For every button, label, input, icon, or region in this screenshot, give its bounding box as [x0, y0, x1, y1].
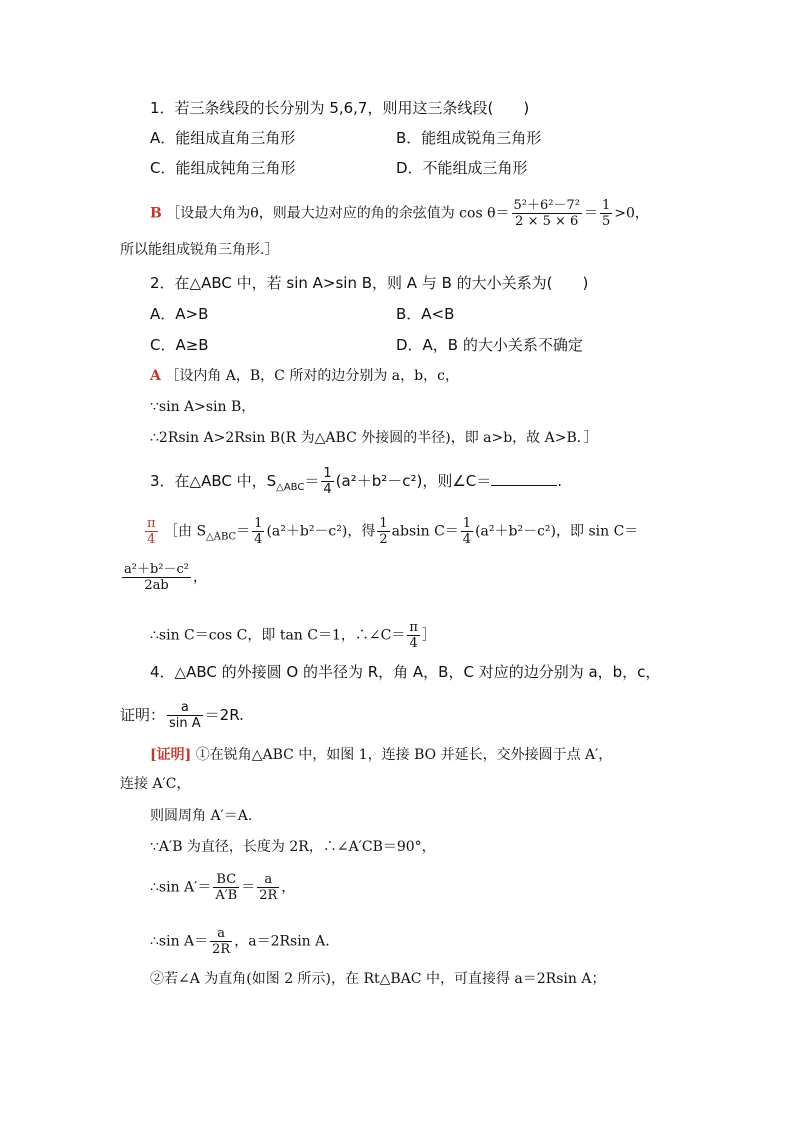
q2-answer: A	[150, 368, 161, 384]
q3-solution-line3: ∴sin C＝cos C，即 tan C＝1，∴∠C＝ $\frac{\pi}{4}$ ］	[150, 620, 436, 651]
q3-solution-line2: $\frac{\text{a²＋b²－c²}}{2ab}$ ，	[124, 562, 207, 593]
answer-blank	[491, 471, 557, 486]
q3-stem: 3．在△ABC 中，$S_{\triangle ABC}=$ $\frac{1}{4}$ (a²＋b²－c²)，则∠C＝ .	[150, 466, 563, 497]
q4-sin-a-fraction: $\frac{a}{2R}$	[212, 926, 231, 957]
q3-quarter-fraction: $\frac{1}{4}$	[323, 466, 332, 497]
q2-solution-line3: ∴2Rsin A>2Rsin B(R 为△ABC 外接圆的半径)，即 a>b，故 A>B．］	[150, 430, 598, 446]
q4-proof-line6: ∴sin A＝ $\frac{a}{2R}$ ，a＝2Rsin A.	[150, 926, 330, 957]
q1-option-b: B．能组成锐角三角形	[396, 129, 542, 147]
q1-cos-fraction: $\frac{\text{5²＋6²－7²}}{2 \times 5 \times 6}$	[513, 198, 580, 229]
q3-sol-quarter-fraction-2: $\frac{1}{4}$	[462, 516, 472, 547]
q2-option-d: D．A，B 的大小关系不确定	[396, 336, 583, 354]
q3-solution-line1: $\frac{\pi}{4}$ ［由 $S_{\triangle ABC}=$ $\frac{1}{4}$ (a²＋b²－c²)，得 $\frac{1}{2}$ absin C＝ $\frac{1}{4}$ (a²＋b²－c²)，即 sin C＝	[147, 516, 639, 547]
q1-option-d: D．不能组成三角形	[396, 159, 528, 177]
q3-pi-fraction: $\frac{\pi}{4}$	[409, 620, 418, 651]
proof-label: [证明]	[150, 747, 192, 763]
q4-proof-line3: 则圆周角 A′＝A.	[150, 808, 253, 824]
q4-proof-line5: ∴sin A′＝ $\frac{BC}{A'B}$ ＝ $\frac{a}{2R}$ ，	[150, 872, 296, 903]
q2-option-a: A．A>B	[150, 305, 209, 323]
q1-stem: 1．若三条线段的长分别为 5,6,7，则用这三条线段( )	[150, 99, 530, 117]
q4-proof-line1: [证明] ①在锐角△ABC 中，如图 1，连接 BO 并延长，交外接圆于点 A′，	[150, 747, 613, 763]
q4-prove-fraction: $\frac{a}{\text{sin A}}$	[169, 700, 201, 731]
q2-solution-line1: A ［设内角 A，B，C 所对的边分别为 a，b，c，	[150, 368, 459, 384]
q3-sol-quarter-fraction: $\frac{1}{4}$	[254, 516, 263, 547]
q4-a-2r-fraction: $\frac{a}{2R}$	[259, 872, 278, 903]
q2-stem: 2．在△ABC 中，若 sin A>sin B，则 A 与 B 的大小关系为( )	[150, 274, 589, 292]
q2-solution-line2: ∵sin A>sin B，	[150, 399, 256, 415]
q4-proof-line2: 连接 A′C，	[120, 776, 191, 792]
q1-option-a: A．能组成直角三角形	[150, 129, 296, 147]
q4-proof-line4: ∵A′B 为直径，长度为 2R，∴∠A′CB＝90°，	[150, 839, 436, 855]
q2-option-b: B．A<B	[396, 305, 455, 323]
q3-half-fraction: $\frac{1}{2}$	[379, 516, 388, 547]
q4-bc-fraction: $\frac{BC}{A'B}$	[215, 872, 238, 903]
q1-answer: B	[150, 205, 162, 222]
q4-proof-line7: ②若∠A 为直角(如图 2 所示)，在 Rt△BAC 中，可直接得 a＝2Rsin A；	[150, 971, 606, 987]
q1-solution-line1: B ［设最大角为θ，则最大边对应的角的余弦值为 cos θ＝ $\frac{\text{5²＋6²－7²}}{2 \times 5 \times 6}$ ＝ $\frac{1}{5}$ >0，	[150, 198, 649, 229]
q1-result-fraction: $\frac{1}{5}$	[601, 198, 611, 229]
q2-option-c: C．A≥B	[150, 336, 209, 354]
q3-sine-fraction: $\frac{\text{a²＋b²－c²}}{2ab}$	[124, 562, 189, 593]
q4-prove: 证明： $\frac{a}{\text{sin A}}$ ＝2R.	[120, 700, 244, 731]
q1-solution-line2: 所以能组成锐角三角形.］	[120, 242, 279, 258]
q4-stem: 4．△ABC 的外接圆 O 的半径为 R，角 A，B，C 对应的边分别为 a，b，c，	[150, 663, 661, 681]
q1-solution-text: ［设最大角为θ，则最大边对应的角的余弦值为 cos θ＝	[166, 205, 510, 222]
q3-answer-fraction: $\frac{\pi}{4}$	[147, 516, 156, 547]
q1-option-c: C．能组成钝角三角形	[150, 159, 296, 177]
